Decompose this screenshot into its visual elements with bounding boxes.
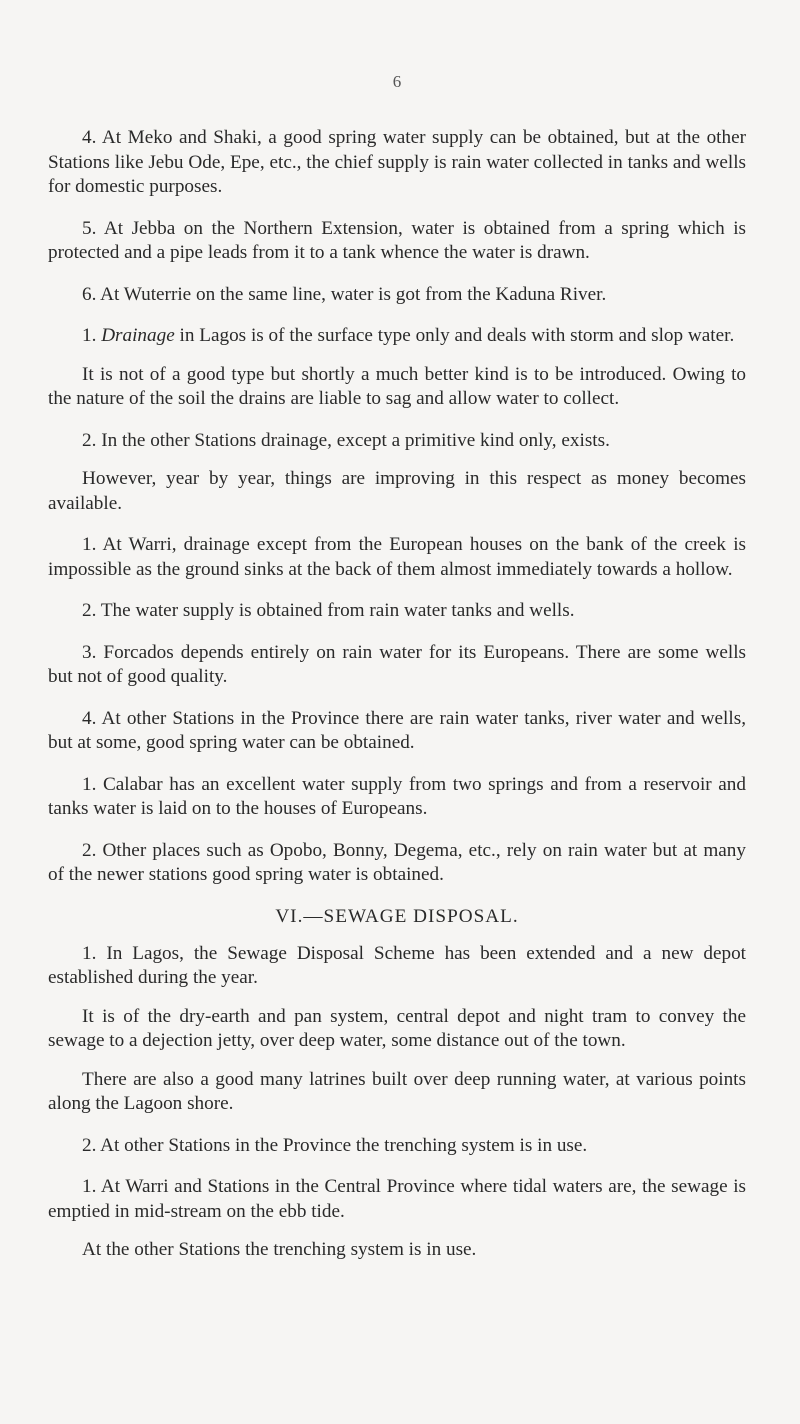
paragraph-forcados: 3. Forcados depends entirely on rain water for its Europeans. There are some wells but not of good quality. <box>48 641 746 687</box>
paragraph-other-stations-drainage: 2. In the other Stations drainage, except a primitive kind only, exists. <box>82 429 610 451</box>
drainage-text: in Lagos is of the surface type only and deals with storm and slop water. <box>174 325 735 346</box>
drainage-italic-term: Drainage <box>101 325 175 346</box>
page-number: 6 <box>392 72 402 91</box>
paragraph-jebba: 5. At Jebba on the Northern Extension, water is obtained from a spring which is protected and a pipe leads from it to a tank whence the water is drawn. <box>48 217 746 263</box>
paragraph-meko-shaki: 4. At Meko and Shaki, a good spring water supply can be obtained, but at the other Stations like Jebu Ode, Epe, etc., the chief supply is rain water collected in tanks and wells for domestic purposes. <box>48 127 746 197</box>
paragraph-drainage-type: It is not of a good type but shortly a much better kind is to be introduced. Owing to the nature of the soil the drains are liable to sag and allow water to collect. <box>48 363 746 409</box>
paragraph-trenching: 2. At other Stations in the Province the trenching system is in use. <box>82 1134 588 1156</box>
paragraph-opobo-bonny: 2. Other places such as Opobo, Bonny, Degema, etc., rely on rain water but at many of the newer stations good spring water is obtained. <box>48 839 746 885</box>
paragraph-improving: However, year by year, things are improving in this respect as money becomes available. <box>48 468 746 514</box>
drainage-number: 1. <box>82 325 102 346</box>
paragraph-calabar: 1. Calabar has an excellent water supply from two springs and from a reservoir and tanks water is laid on to the houses of Europeans. <box>48 773 746 819</box>
paragraph-dry-earth: It is of the dry-earth and pan system, central depot and night tram to convey the sewage to a dejection jetty, over deep water, some distance out of the town. <box>48 1005 746 1051</box>
paragraph-drainage-lagos <box>48 324 746 349</box>
paragraph-latrines: There are also a good many latrines built over deep running water, at various points along the Lagoon shore. <box>48 1068 746 1114</box>
paragraph-warri-water: 2. The water supply is obtained from rain water tanks and wells. <box>82 600 575 621</box>
paragraph-warri-drainage: 1. At Warri, drainage except from the European houses on the bank of the creek is impossible as the ground sinks at the back of them almost immediately towards a hollow. <box>48 534 746 580</box>
paragraph-other-trenching: At the other Stations the trenching system is in use. <box>82 1239 477 1260</box>
paragraph-warri-sewage: 1. At Warri and Stations in the Central Province where tidal waters are, the sewage is emptied in mid-stream on the ebb tide. <box>48 1176 746 1222</box>
paragraph-lagos-sewage: 1. In Lagos, the Sewage Disposal Scheme has been extended and a new depot established during the year. <box>48 942 746 988</box>
paragraph-wuterrie: 6. At Wuterrie on the same line, water is got from the Kaduna River. <box>82 283 607 305</box>
section-heading-sewage: VI.—SEWAGE DISPOSAL. <box>275 905 519 927</box>
paragraph-province-water: 4. At other Stations in the Province there are rain water tanks, river water and wells, but at some, good spring water can be obtained. <box>48 707 746 753</box>
